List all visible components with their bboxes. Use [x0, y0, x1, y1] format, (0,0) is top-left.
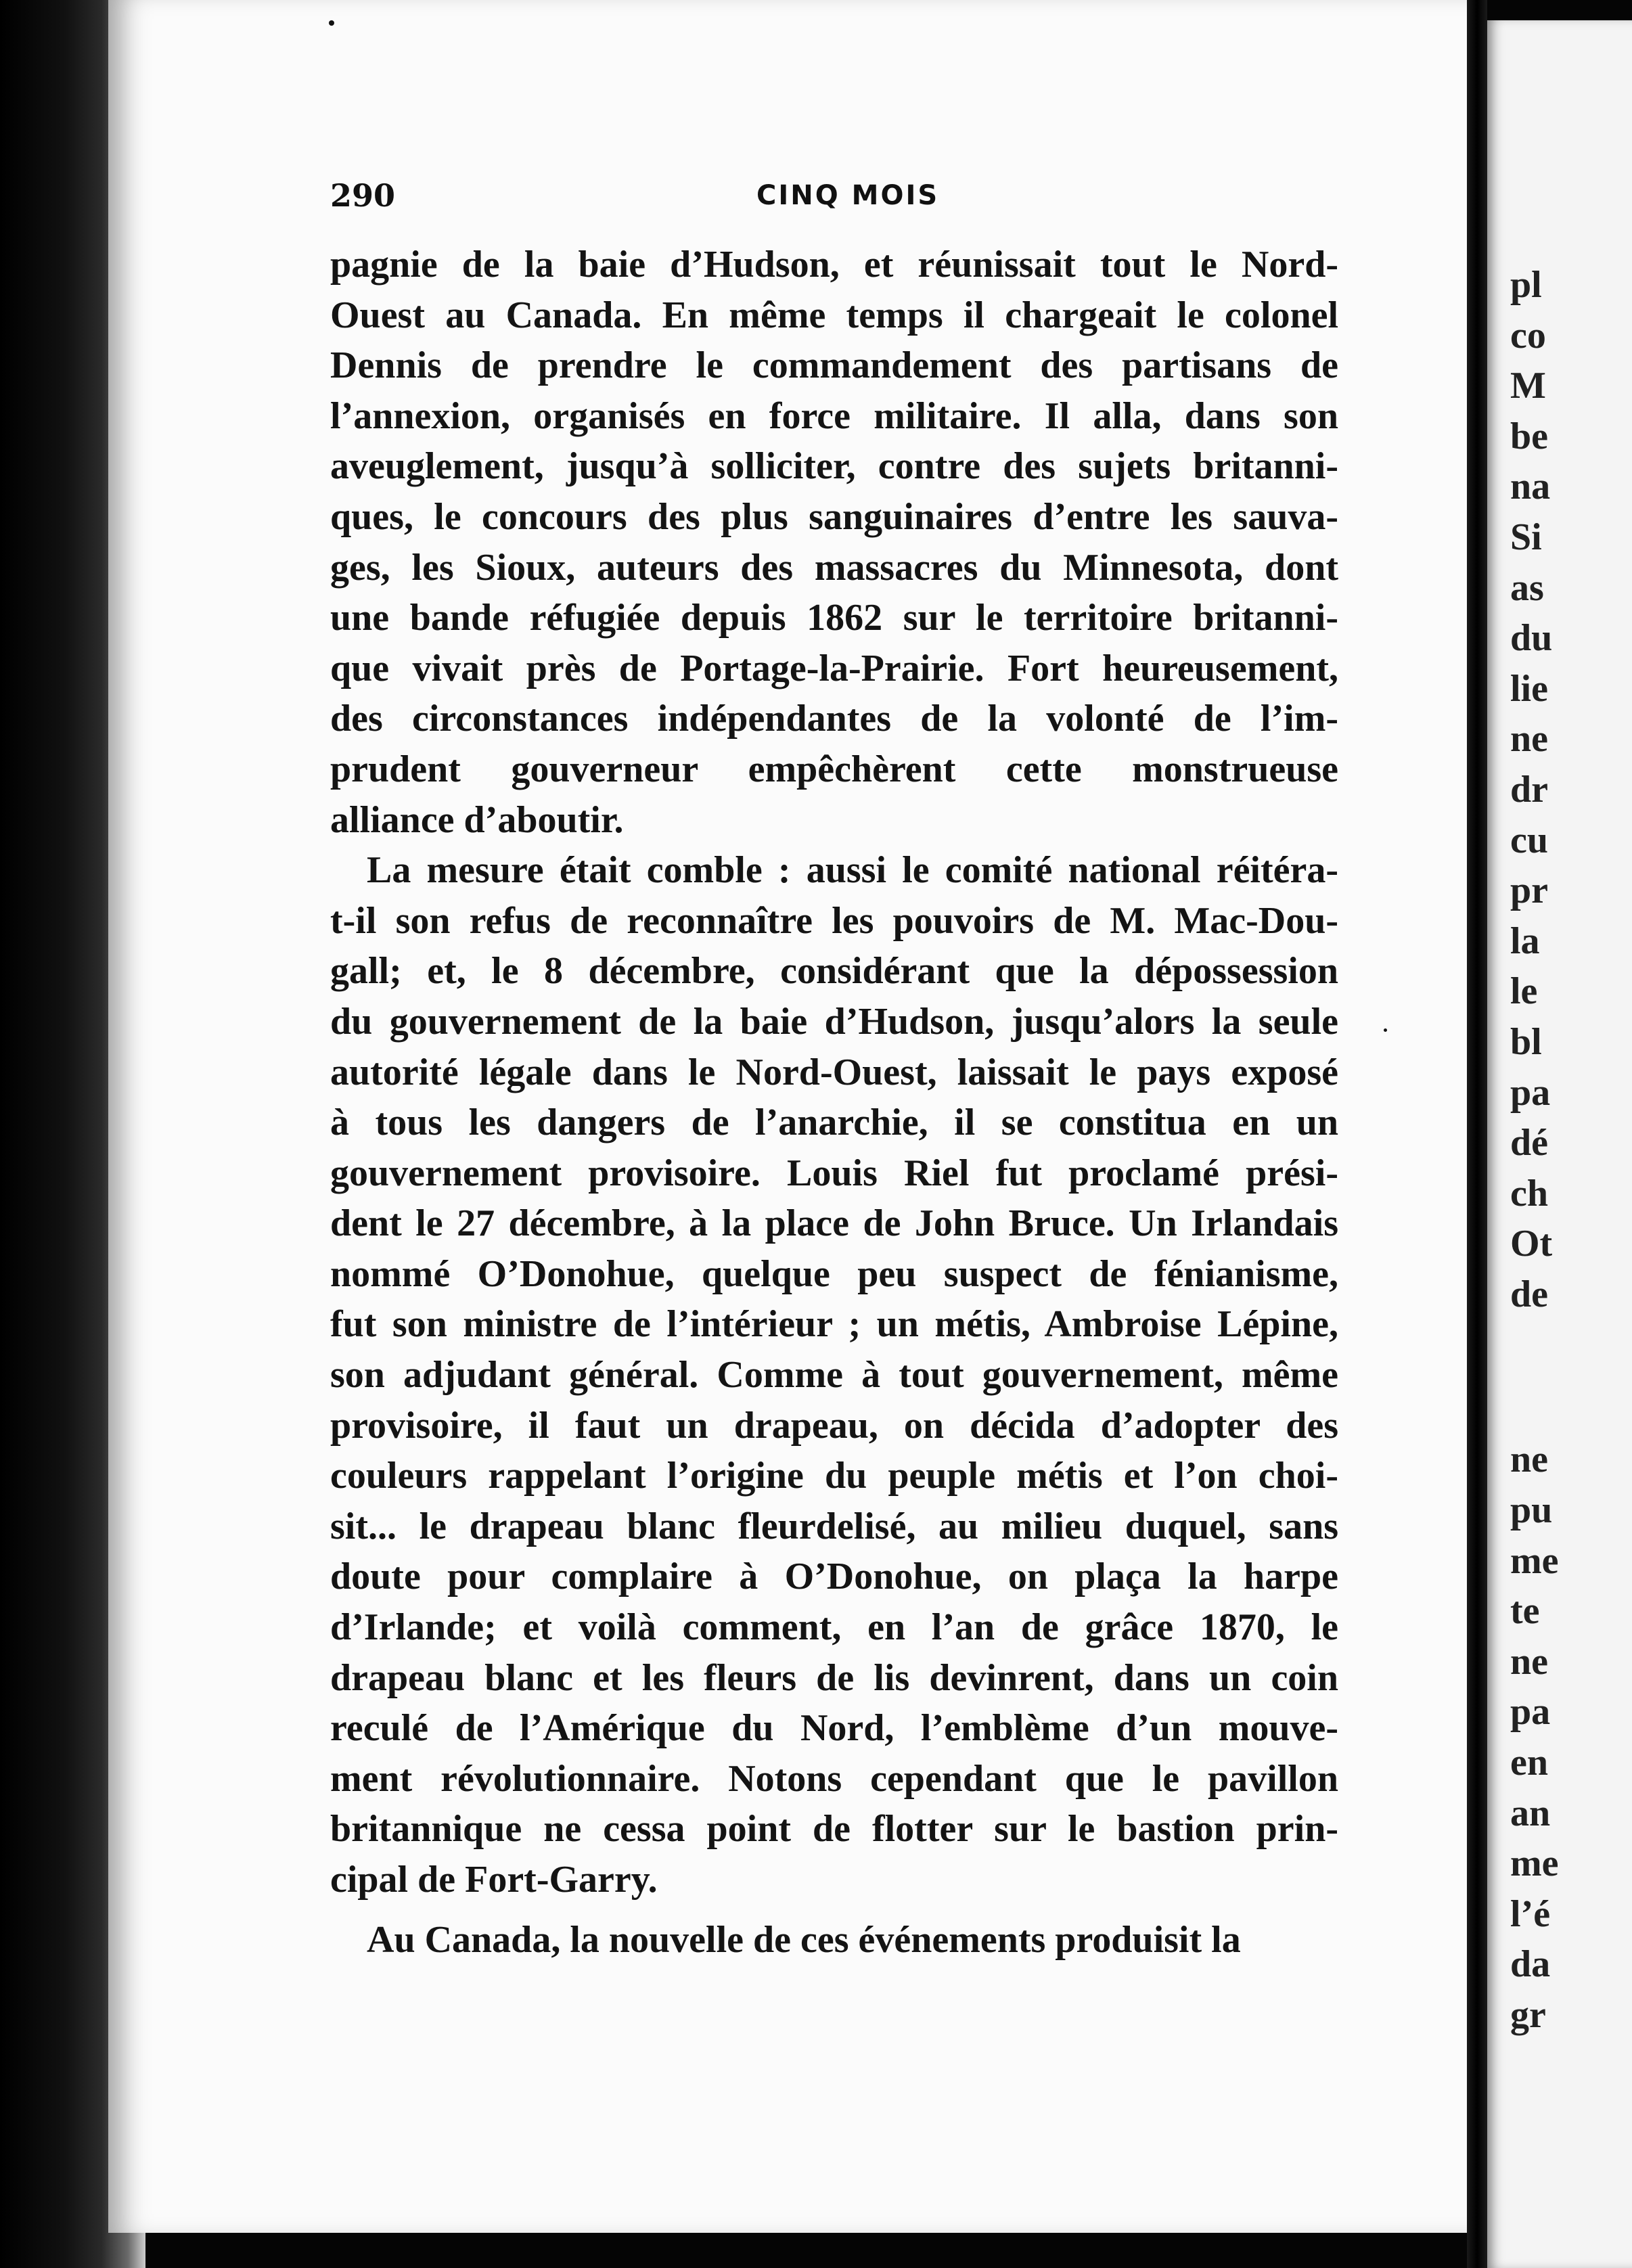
text-line: d’Irlande; et voilà comment, en l’an de grâce 1870, le	[330, 1606, 1338, 1649]
text-line: doute pour complaire à O’Donohue, on plaça la harpe	[330, 1556, 1338, 1598]
facing-fragment: cu	[1510, 819, 1548, 861]
facing-fragment: pu	[1510, 1489, 1553, 1532]
facing-fragment: ne	[1510, 718, 1548, 761]
text-line: pagnie de la baie d’Hudson, et réunissait tout le Nord-	[330, 244, 1338, 286]
text-line: gall; et, le 8 décembre, considérant que la dépossession	[330, 950, 1338, 993]
facing-fragment: pl	[1510, 264, 1542, 306]
facing-fragment: te	[1510, 1590, 1540, 1633]
facing-fragment: me	[1510, 1539, 1559, 1582]
facing-fragment: dr	[1510, 768, 1548, 811]
ink-speck	[1384, 1028, 1387, 1032]
text-line: à tous les dangers de l’anarchie, il se constitua en un	[330, 1102, 1338, 1144]
text-line: l’annexion, organisés en force militaire. Il alla, dans son	[330, 394, 1338, 437]
text-line: gouvernement provisoire. Louis Riel fut proclamé prési-	[330, 1152, 1338, 1194]
text-line: couleurs rappelant l’origine du peuple métis et l’on choi-	[330, 1455, 1338, 1497]
facing-fragment: le	[1510, 970, 1538, 1013]
facing-fragment: me	[1510, 1842, 1559, 1885]
facing-fragment: de	[1510, 1273, 1548, 1315]
facing-fragment: l’é	[1510, 1892, 1551, 1935]
facing-fragment: du	[1510, 617, 1553, 660]
text-line: ges, les Sioux, auteurs des massacres du Minnesota, dont	[330, 546, 1338, 589]
text-line: aveuglement, jusqu’à solliciter, contre des sujets britanni-	[330, 445, 1338, 488]
facing-page-text	[1510, 260, 1632, 2041]
paragraph-end-line: alliance d’aboutir.	[330, 798, 624, 841]
facing-fragment: pa	[1510, 1071, 1551, 1114]
facing-fragment: ne	[1510, 1640, 1548, 1683]
paragraph-start-line: Au Canada, la nouvelle de ces événements produisit la	[367, 1918, 1241, 1961]
text-line: autorité légale dans le Nord-Ouest, laissait le pays exposé	[330, 1051, 1338, 1093]
text-line: drapeau blanc et les fleurs de lis devinrent, dans un coin	[330, 1656, 1338, 1699]
facing-fragment: lie	[1510, 667, 1548, 710]
text-line: t-il son refus de reconnaître les pouvoirs de M. Mac-Dou-	[330, 899, 1338, 942]
facing-fragment: Si	[1510, 516, 1542, 558]
text-line: nommé O’Donohue, quelque peu suspect de fénianisme,	[330, 1252, 1338, 1295]
text-line: prudent gouverneur empêchèrent cette monstrueuse	[330, 748, 1338, 790]
text-line: provisoire, il faut un drapeau, on décida d’adopter des	[330, 1404, 1338, 1447]
paragraph-end-line: cipal de Fort-Garry.	[330, 1859, 658, 1901]
text-line: une bande réfugiée depuis 1862 sur le territoire britanni-	[330, 597, 1338, 639]
text-line: Dennis de prendre le commandement des partisans de	[330, 344, 1338, 387]
text-line: sit... le drapeau blanc fleurdelisé, au milieu duquel, sans	[330, 1505, 1338, 1547]
text-line: du gouvernement de la baie d’Hudson, jusqu’alors la seule	[330, 1000, 1338, 1043]
facing-fragment: be	[1510, 415, 1548, 457]
text-line: ment révolutionnaire. Notons cependant que le pavillon	[330, 1757, 1338, 1800]
text-line: Ouest au Canada. En même temps il chargeait le colonel	[330, 294, 1338, 336]
text-line: fut son ministre de l’intérieur ; un métis, Ambroise Lépine,	[330, 1303, 1338, 1346]
facing-fragment: bl	[1510, 1020, 1542, 1063]
facing-fragment: dé	[1510, 1122, 1548, 1164]
text-line: dent le 27 décembre, à la place de John Bruce. Un Irlandais	[330, 1202, 1338, 1245]
facing-fragment: ne	[1510, 1438, 1548, 1481]
facing-fragment: pa	[1510, 1691, 1551, 1733]
facing-fragment: la	[1510, 920, 1540, 962]
facing-fragment: da	[1510, 1943, 1551, 1986]
facing-page-edge	[1487, 20, 1632, 2268]
facing-fragment: an	[1510, 1792, 1551, 1834]
facing-fragment: M	[1510, 365, 1546, 407]
paragraph-start-line: La mesure était comble : aussi le comité national réitéra-	[367, 849, 1338, 892]
facing-fragment: gr	[1510, 1994, 1546, 2036]
text-line: son adjudant général. Comme à tout gouvernement, même	[330, 1354, 1338, 1397]
text-line: britannique ne cessa point de flotter sur le bastion prin-	[330, 1808, 1338, 1851]
running-head	[330, 177, 1338, 218]
facing-fragment: ch	[1510, 1172, 1548, 1215]
text-line: que vivait près de Portage-la-Prairie. Fort heureusement,	[330, 647, 1338, 689]
facing-fragment: en	[1510, 1742, 1548, 1784]
text-line: des circonstances indépendantes de la volonté de l’im-	[330, 698, 1338, 740]
facing-fragment: co	[1510, 314, 1546, 357]
ink-speck	[329, 20, 334, 26]
facing-fragment: Ot	[1510, 1223, 1553, 1265]
page-fold	[1467, 0, 1487, 2268]
facing-fragment: na	[1510, 466, 1551, 508]
facing-fragment: as	[1510, 566, 1544, 609]
facing-fragment: pr	[1510, 869, 1548, 912]
running-title: CINQ MOIS	[756, 180, 940, 211]
body-text	[330, 240, 1338, 1965]
page-number: 290	[330, 177, 396, 214]
text-line: ques, le concours des plus sanguinaires d’entre les sauva-	[330, 495, 1338, 538]
text-line: reculé de l’Amérique du Nord, l’emblème d’un mouve-	[330, 1707, 1338, 1750]
